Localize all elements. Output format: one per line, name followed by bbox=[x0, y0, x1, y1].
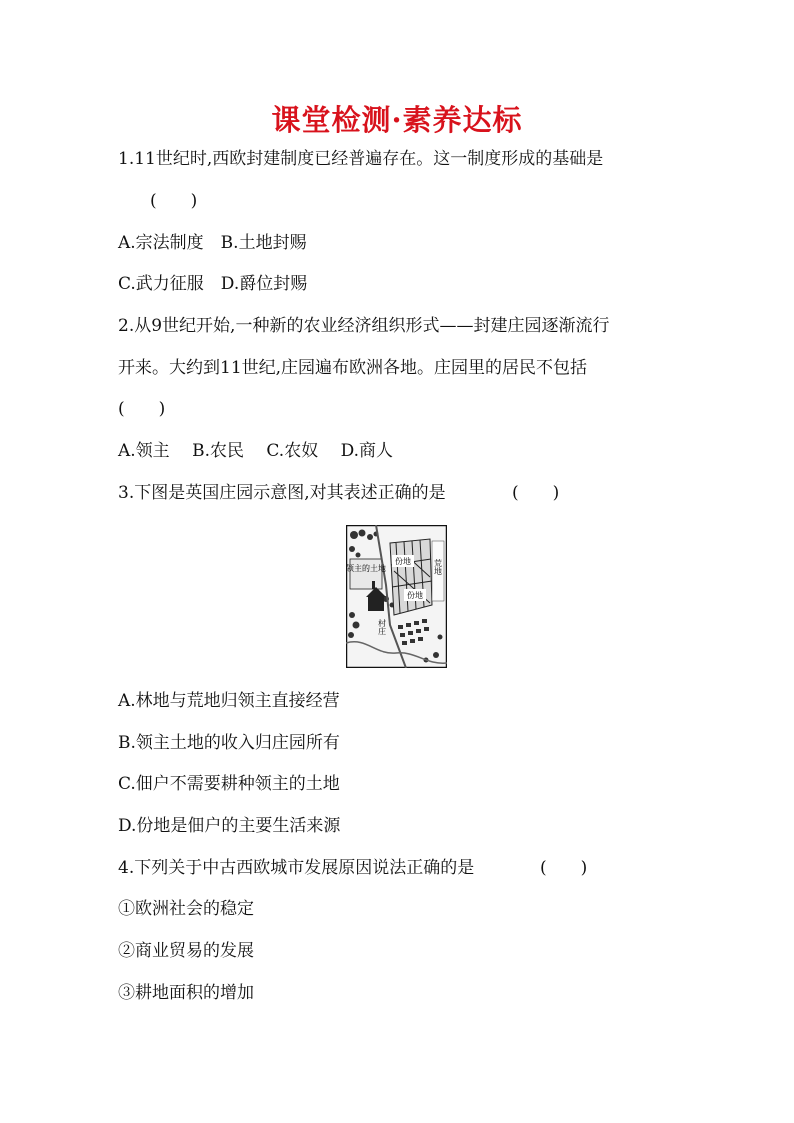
question-1-stem: 1.11世纪时,西欧封建制度已经普遍存在。这一制度形成的基础是 bbox=[118, 149, 604, 169]
question-3-option-d: D.份地是佃户的主要生活来源 bbox=[118, 816, 341, 836]
map-label-village: 村庄 bbox=[377, 619, 387, 635]
question-1-options-row-2: C.武力征服 D.爵位封赐 bbox=[118, 274, 308, 294]
map-label-fen-di-mid: 份地 bbox=[407, 591, 423, 600]
map-label-lord-land: 领主的土地 bbox=[346, 564, 386, 573]
question-3-option-b: B.领主土地的收入归庄园所有 bbox=[118, 733, 340, 753]
question-3-option-a: A.林地与荒地归领主直接经营 bbox=[118, 691, 340, 711]
question-3-stem: 3.下图是英国庄园示意图,对其表述正确的是 bbox=[118, 483, 446, 503]
question-2-answer-blank: ( ) bbox=[118, 399, 166, 419]
question-4-item-3: ③耕地面积的增加 bbox=[118, 983, 254, 1003]
map-label-wasteland: 荒地 bbox=[433, 559, 443, 575]
field-strips bbox=[390, 539, 432, 615]
question-2-stem-line-1: 2.从9世纪开始,一种新的农业经济组织形式——封建庄园逐渐流行 bbox=[118, 316, 610, 336]
question-4-answer-blank: ( ) bbox=[540, 858, 588, 878]
question-1-options-row-1: A.宗法制度 B.土地封赐 bbox=[118, 233, 307, 253]
manor-map-figure bbox=[346, 525, 447, 668]
question-3-option-c: C.佃户不需要耕种领主的土地 bbox=[118, 774, 340, 794]
question-1-answer-blank: ( ) bbox=[150, 191, 198, 211]
question-3-answer-blank: ( ) bbox=[512, 483, 560, 503]
question-4-item-1: ①欧洲社会的稳定 bbox=[118, 899, 254, 919]
question-2-stem-line-2: 开来。大约到11世纪,庄园遍布欧洲各地。庄园里的居民不包括 bbox=[118, 358, 588, 378]
map-label-fen-di-top: 份地 bbox=[395, 557, 411, 566]
question-4-item-2: ②商业贸易的发展 bbox=[118, 941, 254, 961]
page-title: 课堂检测·素养达标 bbox=[271, 103, 523, 137]
question-4-stem: 4.下列关于中古西欧城市发展原因说法正确的是 bbox=[118, 858, 475, 878]
question-2-options: A.领主 B.农民 C.农奴 D.商人 bbox=[118, 441, 394, 461]
